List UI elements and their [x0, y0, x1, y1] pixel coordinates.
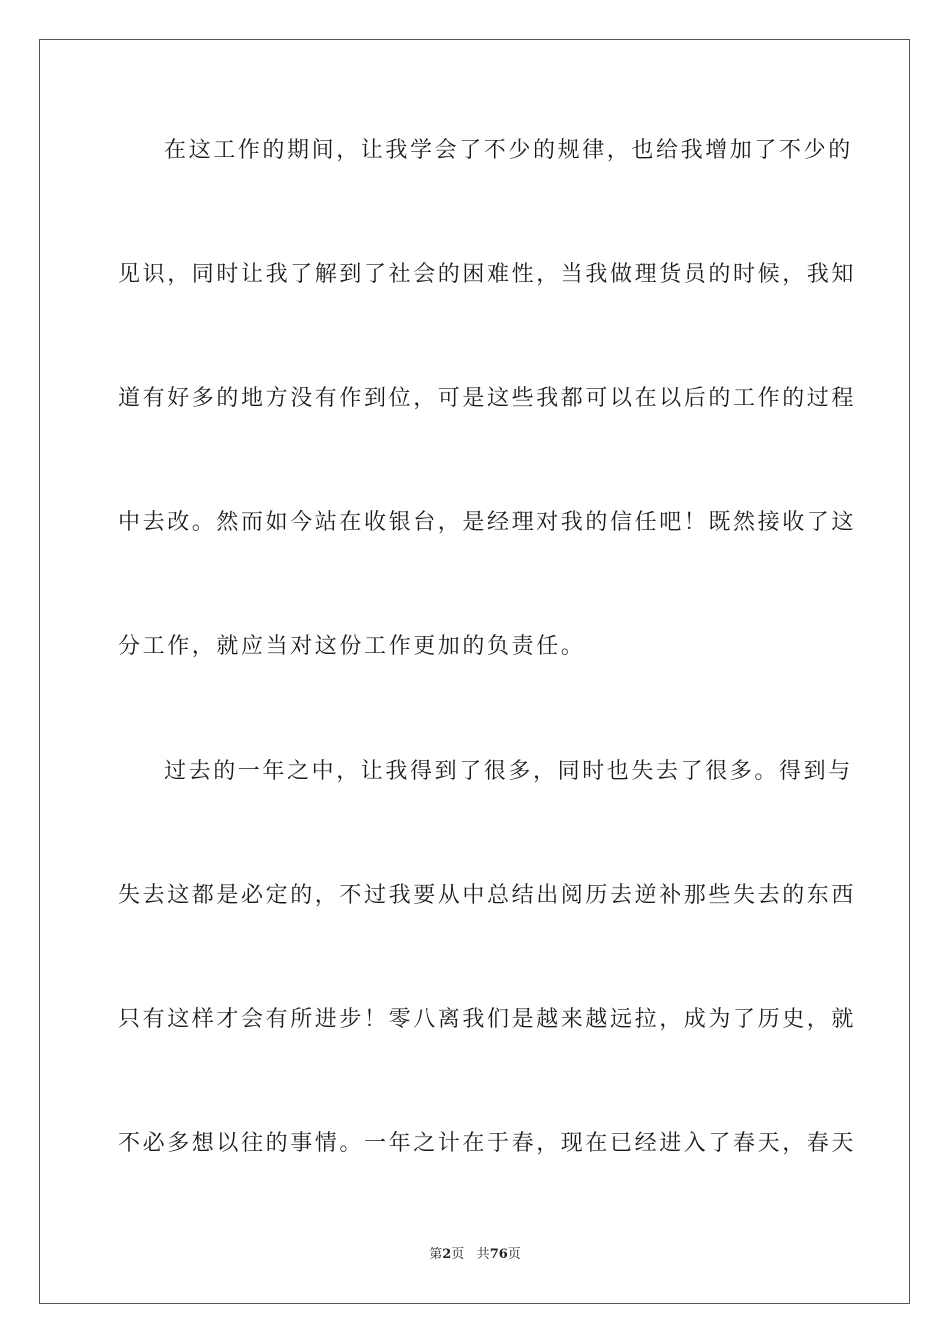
page-border: [39, 39, 910, 1304]
paragraph-1-line-2: 见识，同时让我了解到了社会的困难性，当我做理货员的时候，我知: [118, 262, 857, 287]
page-footer: [0, 1246, 950, 1264]
total-pages: 76: [489, 1247, 508, 1262]
paragraph-2-line-2: 失去这都是必定的，不过我要从中总结出阅历去逆补那些失去的东西: [118, 883, 857, 908]
paragraph-1-line-3: 道有好多的地方没有作到位，可是这些我都可以在以后的工作的过程: [118, 386, 857, 411]
paragraph-2-line-3: 只有这样才会有所进步！零八离我们是越来越远拉，成为了历史，就: [118, 1007, 857, 1032]
total-prefix: 共: [476, 1247, 490, 1262]
page-suffix: 页: [451, 1247, 465, 1262]
page-number: 2: [442, 1247, 452, 1262]
page-prefix: 第: [429, 1247, 443, 1262]
paragraph-1-line-4: 中去改。然而如今站在收银台，是经理对我的信任吧！既然接收了这: [118, 510, 857, 535]
paragraph-1-line-5: 分工作，就应当对这份工作更加的负责任。: [118, 634, 586, 659]
paragraph-2-line-4: 不必多想以往的事情。一年之计在于春，现在已经进入了春天，春天: [118, 1131, 857, 1156]
paragraph-1-line-1: 在这工作的期间，让我学会了不少的规律，也给我增加了不少的: [164, 138, 853, 163]
total-suffix: 页: [507, 1247, 521, 1262]
paragraph-2-line-1: 过去的一年之中，让我得到了很多，同时也失去了很多。得到与: [164, 759, 853, 784]
